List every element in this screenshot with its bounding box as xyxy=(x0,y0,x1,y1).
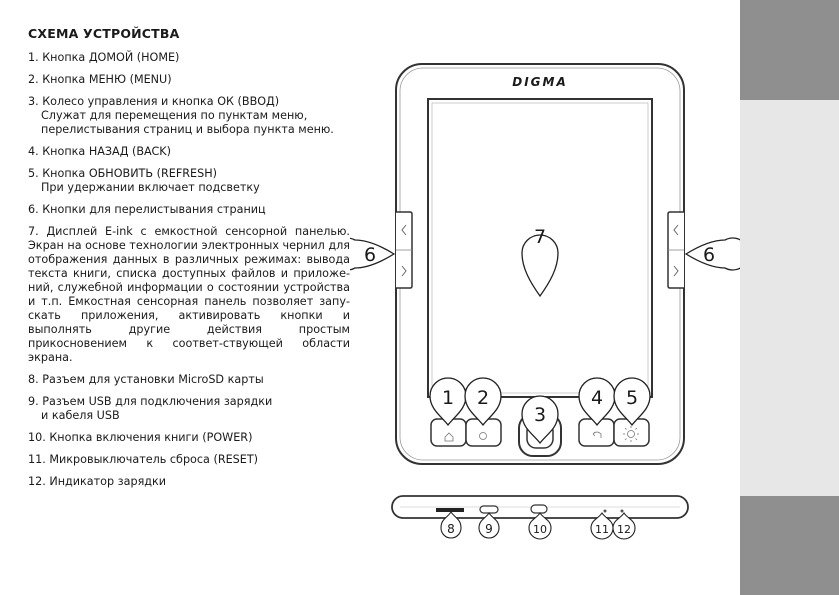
svg-text:11: 11 xyxy=(595,523,609,536)
side-tab-dark-bottom xyxy=(740,496,839,595)
side-tab-dark-top xyxy=(740,0,839,100)
list-item-1: 1. Кнопка ДОМОЙ (HOME) xyxy=(28,51,180,64)
list-item-4: 4. Кнопка НАЗАД (BACK) xyxy=(28,145,172,158)
description-column xyxy=(28,26,350,497)
callout-6-left xyxy=(350,238,394,270)
svg-text:5: 5 xyxy=(625,387,639,409)
svg-text:10: 10 xyxy=(533,523,547,536)
list-item-12: 12. Индикатор зарядки xyxy=(28,475,167,488)
brand-logo: DIGMA xyxy=(512,75,568,89)
side-tab-light xyxy=(740,100,839,496)
list-item-9: 9. Разъем USB для подключения зарядки и кабеля USB xyxy=(28,395,273,422)
svg-text:12: 12 xyxy=(617,523,631,536)
list-item-8: 8. Разъем для установки MicroSD карты xyxy=(28,373,264,386)
svg-text:4: 4 xyxy=(590,387,604,409)
list-item-11: 11. Микровыключатель сброса (RESET) xyxy=(28,453,259,466)
svg-text:8: 8 xyxy=(447,522,455,536)
svg-text:6: 6 xyxy=(363,244,377,266)
svg-text:1: 1 xyxy=(441,387,455,409)
device-diagram xyxy=(350,50,740,550)
power-button xyxy=(531,505,547,513)
reset-switch xyxy=(604,510,607,513)
svg-text:9: 9 xyxy=(485,522,493,536)
list-item-10: 10. Кнопка включения книги (POWER) xyxy=(28,431,253,444)
list-item-6: 6. Кнопки для перелистывания страниц xyxy=(28,203,266,216)
usb-port xyxy=(480,506,498,513)
page-side-tabs xyxy=(740,0,839,595)
svg-text:7: 7 xyxy=(533,226,547,248)
charge-indicator xyxy=(621,510,624,513)
svg-text:3: 3 xyxy=(533,404,547,426)
list-item-3: 3. Колесо управления и кнопка ОК (ВВОД) Служат для перемещения по пунктам меню, перелистывания страниц и выбора пункта меню. xyxy=(28,95,334,136)
list-item-5: 5. Кнопка ОБНОВИТЬ (REFRESH) При удержании включает подсветку xyxy=(28,167,260,194)
list-item-2: 2. Кнопка МЕНЮ (MENU) xyxy=(28,73,172,86)
callout-6-right xyxy=(686,238,740,270)
microsd-slot xyxy=(436,508,464,512)
svg-text:6: 6 xyxy=(702,244,716,266)
svg-text:2: 2 xyxy=(476,387,490,409)
section-heading: СХЕМА УСТРОЙСТВА xyxy=(28,26,180,41)
list-item-7: 7. Дисплей E-ink с емкостной сенсорной панелью. Экран на основе технологии электронных чернил для отображения данных в различных режимах: вывода текста книги, списка доступных файлов и приложе-ний, служебной информации о состоянии устройства и т.п. Емкостная сенсорная панель позволяет запу-скать приложения, активировать кнопки и выполнять другие действия простым прикосновением к соответ-ствующей области экрана. xyxy=(28,225,350,364)
